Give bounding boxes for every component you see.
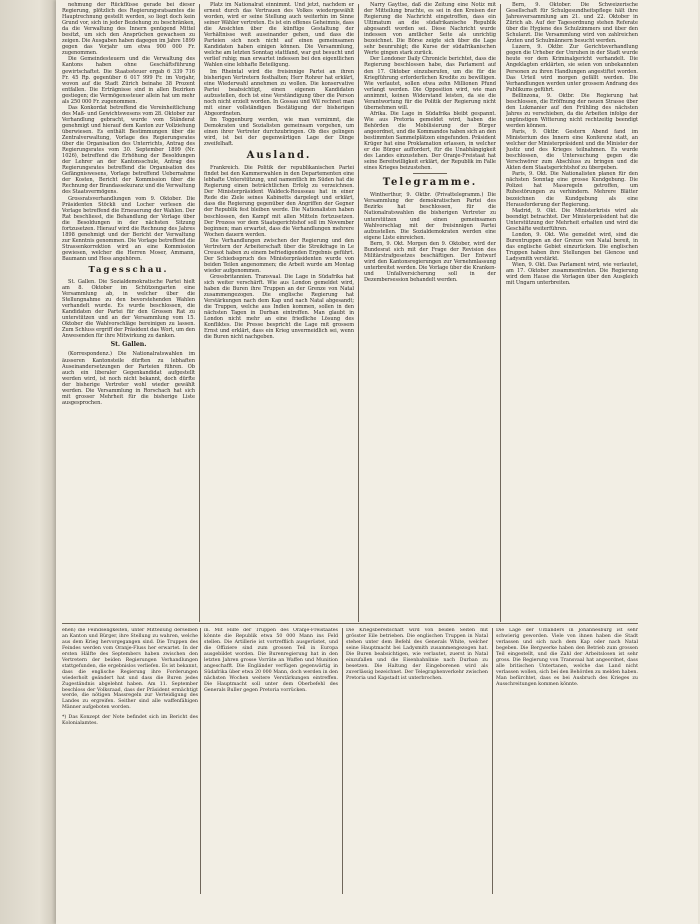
footnote: *) Das Konzept der Note befindet sich im Bericht des Kolonialamtes. [62,715,198,727]
feuilleton-column-1 [62,628,198,894]
paragraph: ehen) die Feindseligkeiten, unter Mitteilung derselben an Kanton und Bürger, ihre Stellung zu wahren, welche aus dem Krieg hervorgegangen sind. Die Truppen des Feindes werden vom Oranje-Fluss her erwartet. In der ersten Hälfte des Septembers haben zwischen den Vertretern der beiden Regierungen Verhandlungen stattgefunden, die ergebnislos verliefen. Es ist bekannt, dass die englische Regierung ihre Forderungen wiederholt geändert hat und dass die Buren jedes Zugeständnis abgelehnt haben. Am 11. September beschloss der Volksraad, dass der Präsident ermächtigt werde, die nötigen Massregeln zur Verteidigung des Landes zu ergreifen. Seither sind alle waffenfähigen Männer aufgeboten worden. [62,628,198,711]
separator-rule [413,173,447,174]
paragraph: nehmung der Rückflüsse gerade bei dieser Regierung, plötzlich des Regierungsratsamtes die Hauptrechnung gestellt werden, so liegt doch kein Grund vor, sich in jeder Beziehung zu beschränken, da die Verwaltung des Innern genügend Mittel besitzt, um sich den Ansprüchen gewachsen zu zeigen. Die Ausgaben haben dagegen im Jahre 1899 gegen das Vorjahr um etwa 900 000 Fr. zugenommen. [62,2,195,57]
paragraph: Paris, 9. Okt. Die Nationalisten planen für den nächsten Sonntag eine grosse Kundgebung. Die Polizei hat Massregeln getroffen, um Ruhestörungen zu verhindern. Mehrere Blätter bezeichnen die Kundgebung als eine Herausforderung der Regierung. [506,171,638,208]
column-2 [204,2,354,622]
paragraph: London, 9. Okt. Wie gemeldet wird, sind die Burentruppen an der Grenze von Natal bereit, in das englische Gebiet einzurücken. Die englischen Truppen haben ihre Stellungen bei Glencoe und Ladysmith verstärkt. [506,231,638,262]
paragraph: Bellinzona, 9. Oktbr. Die Regierung hat beschlossen, die Eröffnung der neuen Strasse über den Lukmanier auf den Frühling des nächsten Jahres zu verschieben, da die Arbeiten infolge der ungünstigen Witterung nicht rechtzeitig beendigt werden können. [506,92,638,129]
paragraph: Im Rheintal wird die freisinnige Partei an ihren bisherigen Vertretern festhalten; Herr Rohrer hat erklärt, eine Wiederwahl annehmen zu wollen. Die konservative Partei beabsichtigt, einen eigenen Kandidaten aufzustellen, doch ist eine Verständigung über die Person noch nicht erzielt worden. In Gossau und Wil rechnet man mit einer vollständigen Bestätigung der bisherigen Abgeordneten. [204,68,354,117]
column-4 [506,2,638,622]
paragraph: Frankreich. Die Politik der republikanischen Partei findet bei den Kammerwahlen in den Departementen eine lebhafte Unterstützung, und namentlich im Süden hat die Regierung einen beträchtlichen Erfolg zu verzeichnen. Der Ministerpräsident Waldeck-Rousseau hat in einer Rede die Ziele seines Kabinetts dargelegt und erklärt, dass die Regierung gegenüber den Angriffen der Gegner der Republik fest bleiben werde. Die Nationalisten haben beschlossen, den Kampf mit allen Mitteln fortzusetzen. Der Prozess vor dem Staatsgerichtshof soll im November beginnen; man erwartet, dass die Verhandlungen mehrere Wochen dauern werden. [204,165,354,238]
paragraph: Wintherthur, 9. Oktbr. (Privattelegramm.) Die Versammlung der demokratischen Partei des Bezirks hat beschlossen, für die Nationalratswahlen die bisherigen Vertreter zu unterstützen und einen gemeinsamen Wahlvorschlag mit der freisinnigen Partei aufzustellen. Die Sozialdemokraten werden eine eigene Liste einreichen. [364,192,496,241]
section-headline: Ausland. [246,150,312,162]
paragraph: Afrika. Die Lage in Südafrika bleibt gespannt. Wie aus Pretoria gemeldet wird, haben die Behörden die Mobilisierung der Bürger angeordnet, und die Kommandos haben sich an den bestimmten Sammelplätzen eingefunden. Präsident Krüger hat eine Proklamation erlassen, in welcher er die Bürger auffordert, für die Unabhängigkeit des Landes einzustehen. Der Oranje-Freistaat hat seine Bereitwilligkeit erklärt, der Republik im Falle eines Krieges beizustehen. [364,110,496,172]
paragraph: Narry Gayttse, daß die Zeitung eine Notiz mit der Mitteilung brachte, es sei in den Kreisen der Regierung die Nachricht eingetroffen, dass ein Ultimatum an die südafrikanische Republik abgesandt worden sei. Diese Nachricht wurde indessen von amtlicher Seite als unrichtig bezeichnet. Die Börse zeigte sich über die Lage sehr beunruhigt; die Kurse der südafrikanischen Werte gingen stark zurück. [364,2,496,57]
paragraph: St. Gallen. Die Sozialdemokratische Partei hielt am 8. Oktober im Schützengarten eine Versammlung ab, in welcher über die Stellungnahme zu den bevorstehenden Wahlen verhandelt wurde. Es wurde beschlossen, die Kandidaten der Partei für den Grossen Rat zu unterstützen und an der Versammlung vom 15. Oktober die Wahlvorschläge bereinigen zu lassen. Zum Schluss ergriff der Präsident das Wort, um den Anwesenden für ihre Mitwirkung zu danken. [62,279,195,340]
paragraph: Bern, 9. Okt. Morgen den 9. Oktober, wird der Bundesrat sich mit der Frage der Revision des Militärstrafgesetzes beschäftigen. Der Entwurf wird den Kantonsregierungen zur Vernehmlassung unterbreitet werden. Die Vorlage über die Kranken- und Unfallversicherung soll in der Dezembersession behandelt werden. [364,240,496,283]
paragraph: Madrid, 9. Okt. Die Ministerkrisis wird als beendigt betrachtet. Der Ministerpräsident hat die Unterstützung der Mehrheit erhalten und wird die Geschäfte weiterführen. [506,207,638,232]
section-headline: Telegramme. [382,177,478,189]
paragraph: in. Mit Hilfe der Truppen des Oranje-Freistaates könnte die Republik etwa 50 000 Mann ins Feld stellen. Die Artillerie ist vortrefflich ausgerüstet, und die Offiziere sind zum grossen Teil in Europa ausgebildet worden. Die Burenregierung hat in den letzten Jahren grosse Vorräte an Waffen und Munition angeschafft. Die Engländer verfügen gegenwärtig in Südafrika über etwa 20 000 Mann, doch werden in den nächsten Wochen weitere Verstärkungen eintreffen. Die Hauptmacht soll unter dem Oberbefehl des Generals Buller gegen Pretoria vorrücken. [204,628,338,693]
feuilleton-column-2 [204,628,338,894]
section-headline: Tagesschau. [88,265,169,276]
column-rule [200,628,201,894]
paragraph: (Korrespondenz.) Die Nationalratswahlen im äusseren Kantonsteile dürften zu lebhaften Auseinandersetzungen der Parteien führen. Ob auch ein liberaler Gegenkandidat aufgestellt werden wird, ist noch nicht bekannt, doch dürfte der bisherige Vertreter wohl wieder gewählt werden. Die Versammlung in Rorschach hat sich mit grosser Mehrheit für die bisherige Liste ausgesprochen. [62,351,195,406]
paragraph: Paris, 9. Oktbr. Gestern Abend fand im Ministerium des Innern eine Konferenz statt, an welcher der Ministerpräsident und die Minister der Justiz und des Krieges teilnahmen. Es wurde beschlossen, die Untersuchung gegen die Verschwörer zum Abschluss zu bringen und die Akten dem Staatsgerichtshof zu übergeben. [506,128,638,172]
column-rule [358,4,359,622]
paragraph: Grossratsverhandlungen vom 9. Oktober. Die Präsidenten Stöckli und Locher verlesen die Vorlage betreffend die Erneuerung der Wahlen. Der Rat beschliesst, die Behandlung der Vorlage über die Besoldungen in der nächsten Sitzung fortzusetzen. Hierauf wird die Rechnung des Jahres 1898 genehmigt und der Bericht der Verwaltung zur Kenntnis genommen. Die Vorlage betreffend die Strassenkorrektion wird an eine Kommission gewiesen, welcher die Herren Moser, Ammann, Baumann und Hess angehören. [62,195,195,262]
column-rule [342,628,343,894]
column-3 [364,2,496,622]
paragraph: Das Konkordat betreffend die Vereinheitlichung des Maß- und Gewichtswesens vom 28. Oktober zur Verhandlung gebracht, wurde vom Ständerat genehmigt und hierauf dem Kanton zur Vollziehung überwiesen. Es enthält Bestimmungen über die Zentralverwaltung, Vorlage des Regierungsrates über die Organisation des Unterrichts, Antrag des Regierungsrates vom 30. September 1899 (Nr. 1026), betreffend die Erhöhung der Besoldungen der Lehrer an der Kantonsschule, Antrag des Regierungsrates betreffend die Organisation des Gefängniswesens, Vorlage betreffend Uebernahme der Kosten, Bericht der Kommission über die Rechnung der Brandassekuranz und die Verwaltung des Staatsvermögens. [62,104,195,196]
paragraph: Die Gemeindesteuern und die Verwaltung des Kantons haben ohne Geschäftsführung gewirtschaftet. Die Staatssteuer ergab 6 339 716 Fr. 45 Rp. gegenüber 6 017 999 Fr. im Vorjahr, wovon auf die Stadt Zürich beinahe 38 Prozent entfallen. Die Erträgnisse sind in allen Bezirken gestiegen; die Vermögenssteuer allein hat um mehr als 250 000 Fr. zugenommen. [62,56,195,105]
book-binding-margin [0,0,56,924]
paragraph: Die Lage der Uitlanders in Johannesburg ist sehr schwierig geworden. Viele von ihnen haben die Stadt verlassen und sich nach dem Kap oder nach Natal begeben. Die Bergwerke haben den Betrieb zum grossen Teil eingestellt, und die Zahl der Arbeitslosen ist sehr gross. Die Regierung von Transvaal hat angeordnet, dass alle britischen Untertanen, welche das Land nicht verlassen wollen, sich bei den Behörden zu melden haben. Man befürchtet, dass es bei Ausbruch des Krieges zu Ausschreitungen kommen könnte. [496,628,638,687]
horizontal-rule [62,623,638,624]
paragraph: Luzern, 9. Oktbr. Zur Gerichtsverhandlung gegen die Urheber der Unruhen in der Stadt wurde heute vor dem Kriminalgericht verhandelt. Die Angeklagten erklärten, sie seien von unbekannten Personen zu ihren Handlungen angestiftet worden. Das Urteil wird morgen gefällt werden. Die Verhandlungen werden unter grossem Andrang des Publikums geführt. [506,44,638,93]
paragraph: Wien, 9. Okt. Das Parlament wird, wie verlautet, am 17. Oktober zusammentreten. Die Regierung wird dem Hause die Vorlagen über den Ausgleich mit Ungarn unterbreiten. [506,262,638,287]
column-1 [62,2,195,622]
paragraph: Der Londoner Daily Chronicle berichtet, dass die Regierung beschlossen habe, das Parlament auf den 17. Oktober einzuberufen, um die für die Kriegführung erforderlichen Kredite zu bewilligen. Wie verlautet, sollen etwa zehn Millionen Pfund verlangt werden. Die Opposition wird, wie man annimmt, keinen Widerstand leisten, da sie die Verantwortung für die Politik der Regierung nicht übernehmen will. [364,56,496,111]
column-rule [492,628,493,894]
paragraph: Bern, 9. Oktober. Die Schweizerische Gesellschaft für Schulgesundheitspflege hält ihre Jahresversammlung am 21. und 22. Oktober in Zürich ab. Auf der Tagesordnung stehen Referate über die Hygiene des Schulzimmers und über den Schularzt. Die Versammlung wird von zahlreichen Ärzten und Schulmännern besucht werden. [506,2,638,45]
paragraph: Die Verhandlungen zwischen der Regierung und den Vertretern der Arbeiterschaft über die Streikfrage in Le Creusot haben zu einem befriedigenden Ergebnis geführt. Der Schiedsspruch des Ministerpräsidenten wurde von beiden Teilen angenommen; die Arbeit wurde am Montag wieder aufgenommen. [204,237,354,274]
feuilleton-column-4 [496,628,638,894]
column-rule [500,4,501,622]
paragraph: Im Toggenburg werden, wie man vernimmt, die Demokraten und Sozialisten gemeinsam vorgehen, um einen ihrer Vertreter durchzubringen. Ob dies gelingen wird, ist bei der gegenwärtigen Lage der Dinge zweifelhaft. [204,116,354,148]
column-rule [199,4,200,622]
paragraph: Grossbritannien. Transvaal. Die Lage in Südafrika hat sich weiter verschärft. Wie aus London gemeldet wird, haben die Buren ihre Truppen an der Grenze von Natal zusammengezogen. Die englische Regierung hat Verstärkungen nach dem Kap und nach Natal abgesandt; die Truppen, welche aus Indien kommen, sollen in den nächsten Tagen in Durban eintreffen. Man glaubt in London nicht mehr an eine friedliche Lösung des Konfliktes. Die Presse bespricht die Lage mit grossem Ernst und erklärt, dass ein Krieg unvermeidlich sei, wenn die Buren nicht nachgeben. [204,273,354,341]
subsection-headline: St. Gallen. [110,341,147,349]
paragraph: Die Kriegsbereitschaft wird von beiden Seiten mit grösster Eile betrieben. Die englischen Truppen in Natal stehen unter dem Befehl des Generals White, welcher seine Hauptmacht bei Ladysmith zusammengezogen hat. Die Buren beabsichtigen, wie verlautet, zuerst in Natal einzufallen und die Eisenbahnlinie nach Durban zu besetzen. Die Haltung der Eingeborenen wird als zuverlässig bezeichnet. Der Telegraphenverkehr zwischen Pretoria und Kapstadt ist unterbrochen. [346,628,488,681]
feuilleton-column-3 [346,628,488,894]
paragraph: Platz im Nationalrat einnimmt. Und jetzt, nachdem er erneut durch das Vertrauen des Volkes wiedergewählt worden, wird er seine Stellung auch weiterhin im Sinne seiner Wähler vertreten. Es ist ein offenes Geheimnis, dass die Ansichten über die künftige Gestaltung der Verhältnisse weit auseinander gehen, und dass die Parteien sich noch nicht auf einen gemeinsamen Kandidaten haben einigen können. Die Versammlung, welche am letzten Sonntag stattfand, war gut besucht und verlief ruhig; man erwartet indessen bei den eigentlichen Wahlen eine lebhafte Beteiligung. [204,2,354,69]
